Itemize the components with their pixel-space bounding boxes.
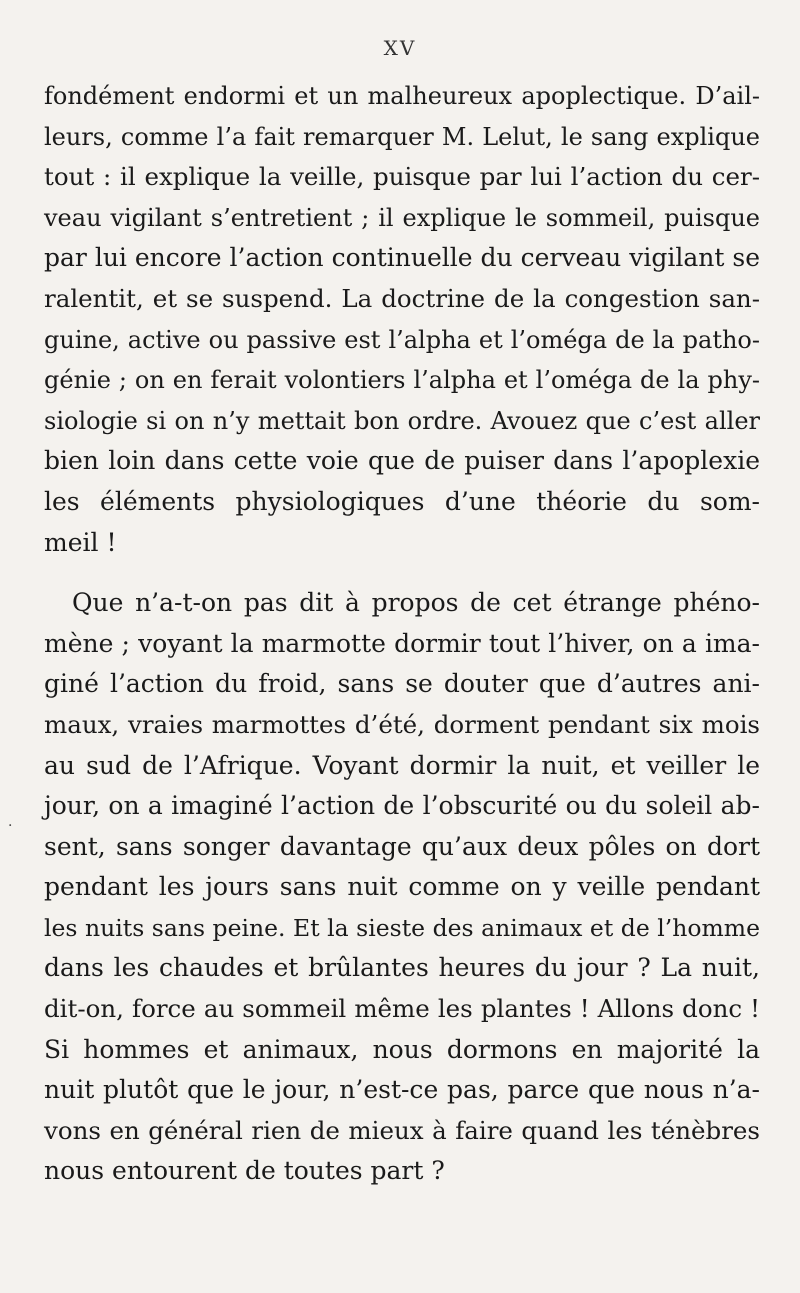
text-line: Que n’a-t-on pas dit à propos de cet étrange phéno- (72, 588, 760, 618)
text-line: par lui encore l’action continuelle du cerveau vigilant se (44, 243, 760, 273)
body-text (44, 76, 760, 1192)
text-line: nuit plutôt que le jour, n’est-ce pas, parce que nous n’a- (44, 1075, 760, 1105)
paragraph-2 (44, 583, 760, 1192)
text-line: dans les chaudes et brûlantes heures du jour ? La nuit, (44, 953, 760, 983)
text-line: sent, sans songer davantage qu’aux deux pôles on dort (44, 831, 760, 861)
text-line: bien loin dans cette voie que de puiser dans l’apoplexie (44, 446, 760, 476)
text-line: dit-on, force au sommeil même les plantes ! Allons donc ! (44, 994, 760, 1024)
text-line: maux, vraies marmottes d’été, dorment pendant six mois (44, 709, 760, 739)
text-line: au sud de l’Afrique. Voyant dormir la nuit, et veiller le (44, 750, 760, 780)
text-line: jour, on a imaginé l’action de l’obscurité ou du soleil ab- (44, 791, 760, 821)
text-line: leurs, comme l’a fait remarquer M. Lelut, le sang explique (44, 122, 760, 151)
text-line: ralentit, et se suspend. La doctrine de la congestion san- (44, 283, 760, 313)
paragraph-1 (44, 76, 760, 563)
paragraph-spacer (44, 563, 760, 583)
text-line: giné l’action du froid, sans se douter que d’autres ani- (44, 669, 760, 699)
text-line: veau vigilant s’entretient ; il explique le sommeil, puisque (44, 203, 760, 232)
text-line: fondément endormi et un malheureux apoplectique. D’ail- (44, 82, 760, 110)
text-line: guine, active ou passive est l’alpha et l’oméga de la patho- (44, 325, 760, 354)
text-line: siologie si on n’y mettait bon ordre. Avouez que c’est aller (44, 406, 760, 435)
text-line: meil ! (44, 527, 117, 557)
text-line: nous entourent de toutes part ? (44, 1156, 445, 1186)
text-line: pendant les jours sans nuit comme on y veille pendant (44, 872, 760, 902)
page-number-header: XV (383, 36, 417, 60)
margin-mark: · (8, 818, 13, 834)
text-line: tout : il explique la veille, puisque par lui l’action du cer- (44, 162, 760, 192)
text-line: mène ; voyant la marmotte dormir tout l’hiver, on a ima- (44, 628, 760, 658)
text-line: Si hommes et animaux, nous dormons en majorité la (44, 1034, 760, 1064)
text-line: les éléments physiologiques d’une théorie du som- (44, 486, 760, 516)
text-line: vons en général rien de mieux à faire quand les ténèbres (44, 1115, 760, 1145)
text-line: génie ; on en ferait volontiers l’alpha et l’oméga de la phy- (44, 366, 760, 395)
text-line: les nuits sans peine. Et la sieste des animaux et de l’homme (44, 913, 760, 942)
